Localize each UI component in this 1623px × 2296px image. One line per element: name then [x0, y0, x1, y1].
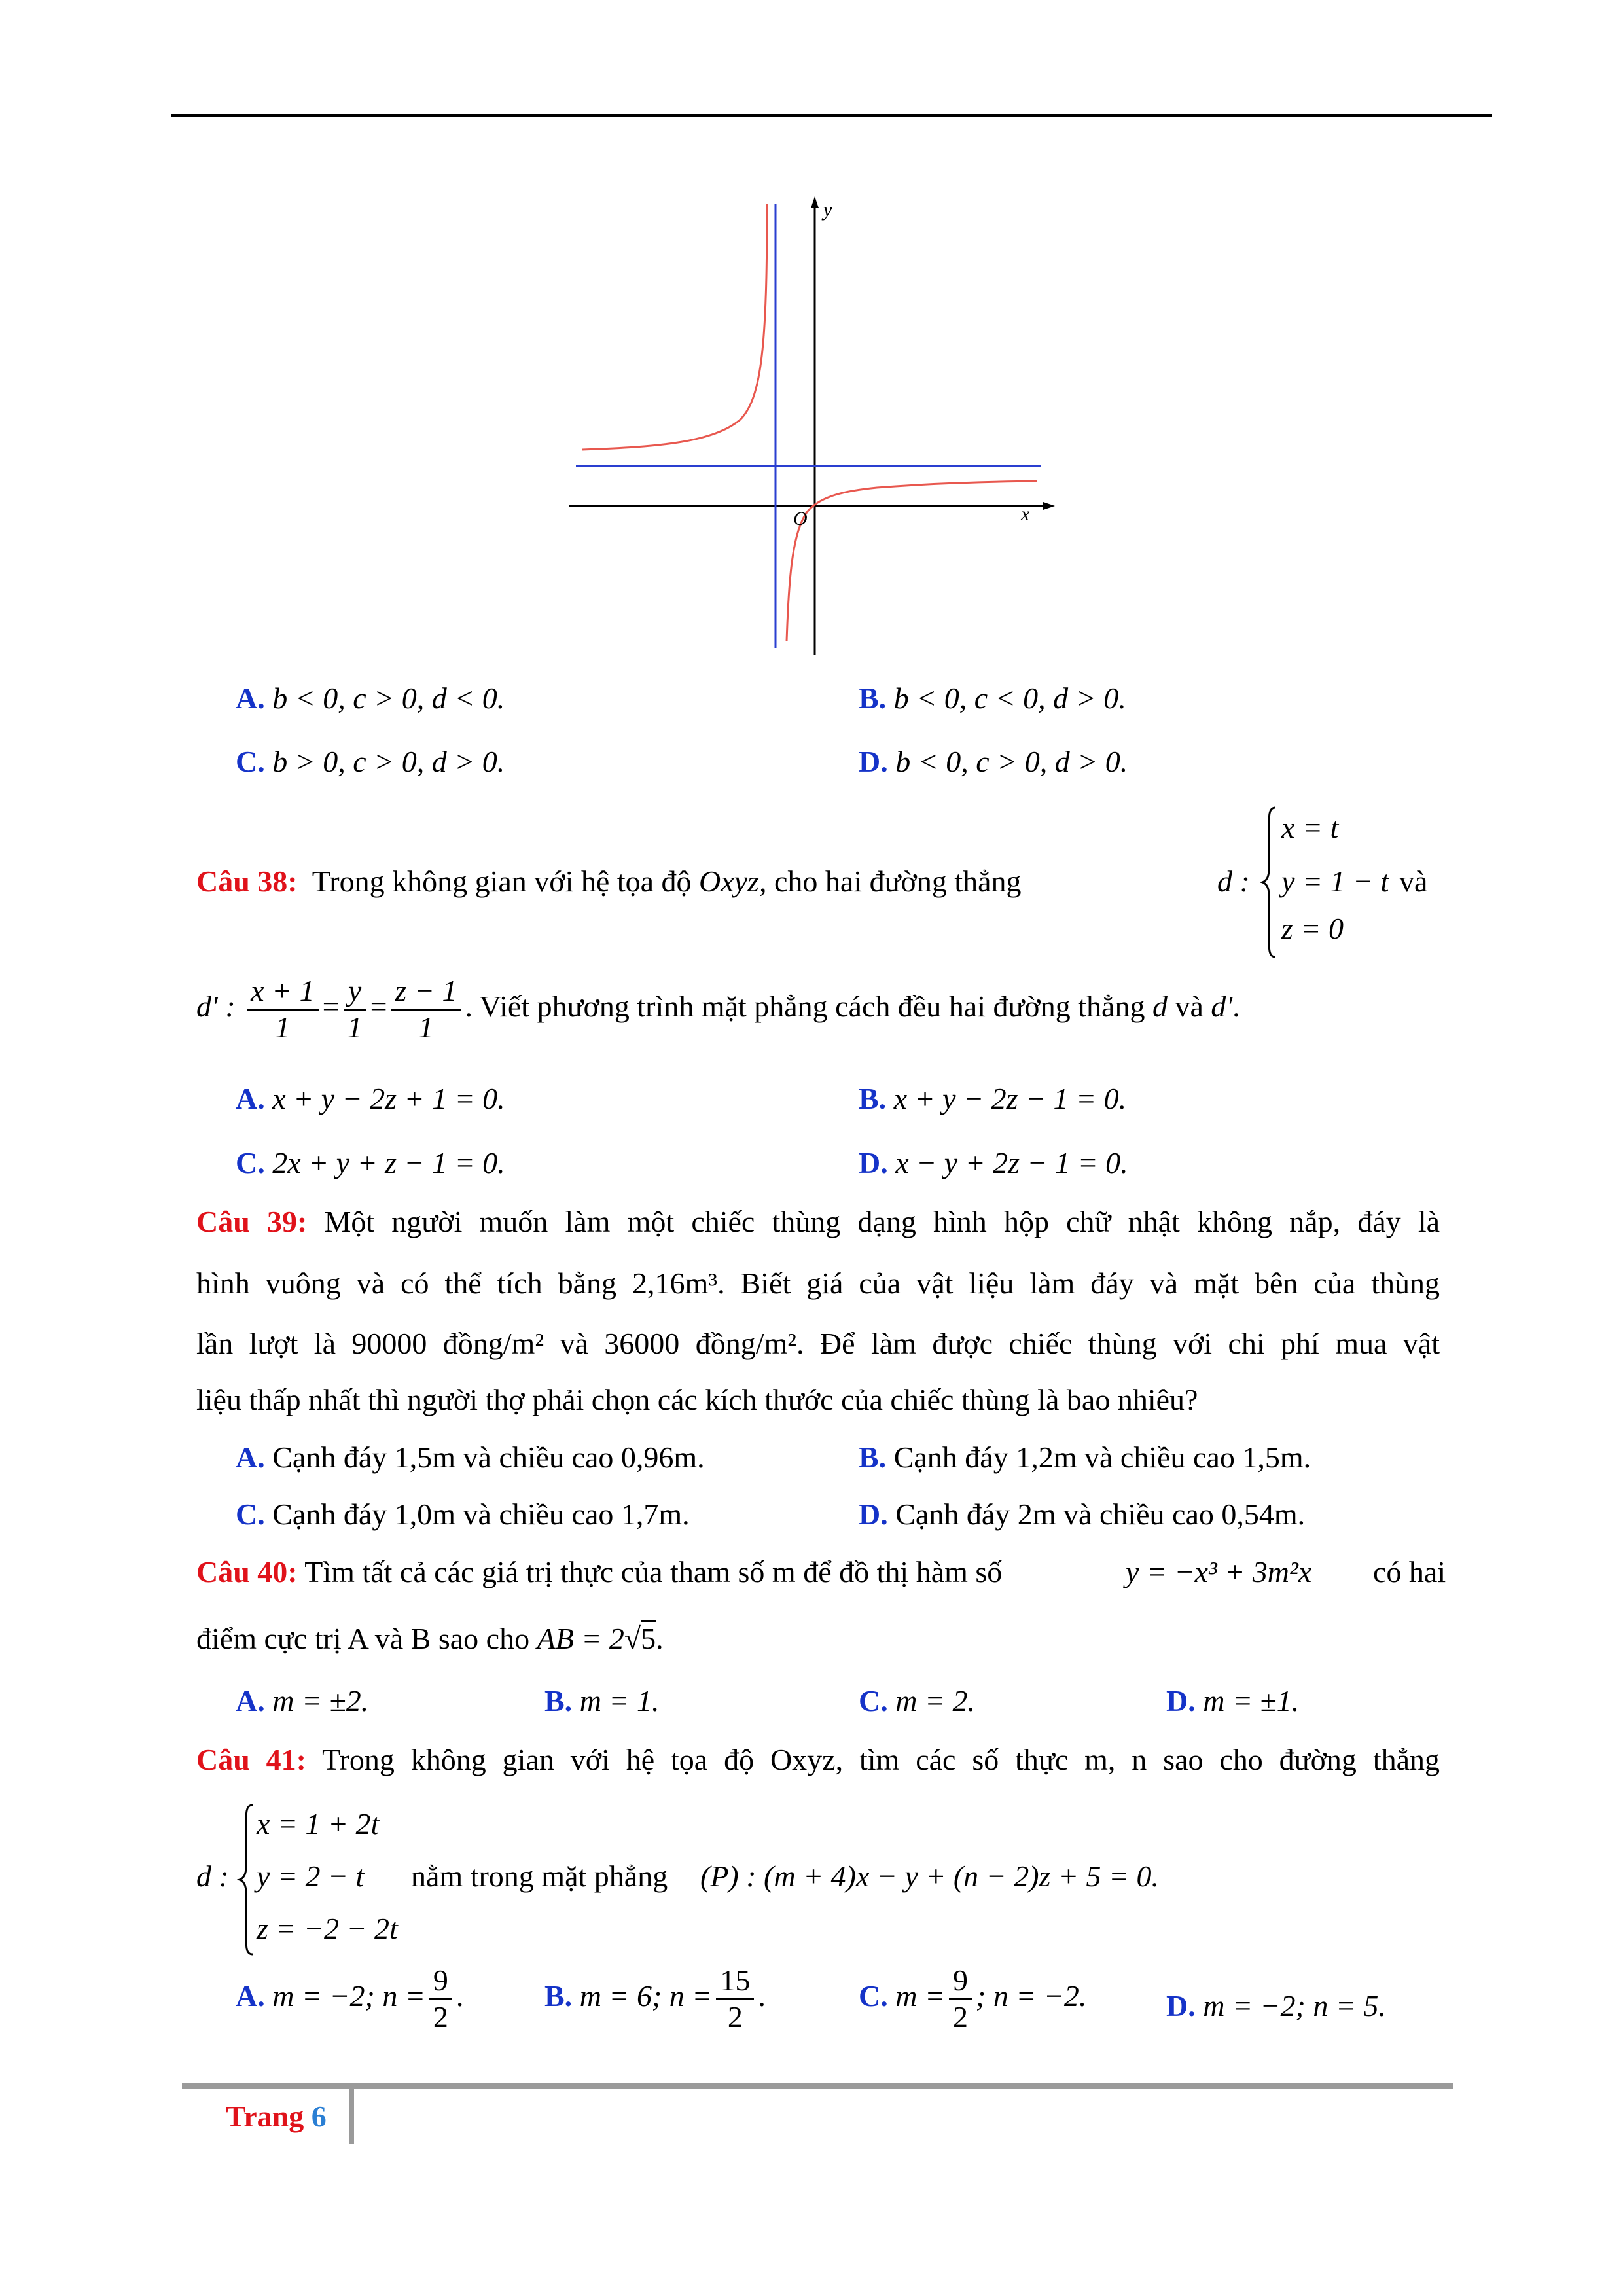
q41-line1: Câu 41: Trong không gian với hệ tọa độ Oxyz, tìm các số thực m, n sao cho đường thẳng [196, 1743, 1440, 1776]
q39-line1: Câu 39: Một người muốn làm một chiếc thùng dạng hình hộp chữ nhật không nắp, đáy là [196, 1205, 1440, 1238]
q38-option-a[interactable]: A. x + y − 2z + 1 = 0. [236, 1082, 505, 1115]
q38-label: Câu 38: [196, 865, 298, 898]
q41-option-b[interactable]: B. m = 6; n = $\frac{15}{2}$ . [544, 1964, 766, 2034]
q41-option-d[interactable]: D. m = −2; n = 5. [1166, 1989, 1386, 2022]
q40-option-c[interactable]: C. m = 2. [859, 1684, 975, 1717]
q41-text2: nằm trong mặt phẳng [411, 1859, 668, 1893]
q38-sys-2: y = 1 − t [1281, 865, 1389, 898]
q38-frac-x: $\frac{x + 1}{1}$ [247, 974, 318, 1045]
q37-option-c[interactable]: C. b > 0, c > 0, d > 0. [236, 745, 505, 778]
q39-option-d[interactable]: D. Cạnh đáy 2m và chiều cao 0,54m. [859, 1498, 1306, 1531]
q39-line4: liệu thấp nhất thì người thợ phải chọn các kích thước của chiếc thùng là bao nhiêu? [196, 1383, 1198, 1416]
q38-option-c[interactable]: C. 2x + y + z − 1 = 0. [236, 1146, 505, 1179]
q41-plane: (P) : (m + 4)x − y + (n − 2)z + 5 = 0. [700, 1859, 1160, 1893]
q38-va: và [1399, 865, 1428, 898]
q39-option-c[interactable]: C. Cạnh đáy 1,0m và chiều cao 1,7m. [236, 1498, 690, 1531]
q40-line1-end: có hai [1373, 1555, 1446, 1588]
q41-label: Câu 41: [196, 1743, 307, 1776]
sqrt-symbol: √ [624, 1622, 641, 1655]
q41-sys-3: z = −2 − 2t [257, 1912, 398, 1945]
q38-line1: Câu 38: Trong không gian với hệ tọa độ Oxyz, cho hai đường thẳng [196, 865, 1022, 898]
q41-option-a[interactable]: A. m = −2; n = $\frac{9}{2}$ . [236, 1964, 464, 2034]
footer-page-number: Trang 6 [226, 2100, 327, 2133]
q41-sys-2: y = 2 − t [257, 1859, 365, 1893]
q40-line2: điểm cực trị A và B sao cho AB = 2√5. [196, 1620, 664, 1658]
q37-option-a[interactable]: A. b < 0, c > 0, d < 0. [236, 681, 505, 715]
q39-line2: hình vuông và có thể tích bằng 2,16m³. Biết giá của vật liệu làm đáy và mặt bên của thùng [196, 1266, 1440, 1300]
q39-option-a[interactable]: A. Cạnh đáy 1,5m và chiều cao 0,96m. [236, 1441, 705, 1474]
q38-option-d[interactable]: D. x − y + 2z − 1 = 0. [859, 1146, 1128, 1179]
q38-frac-z: $\frac{z - 1}{1}$ [391, 974, 461, 1045]
q37-option-d[interactable]: D. b < 0, c > 0, d > 0. [859, 745, 1128, 778]
q39-label: Câu 39: [196, 1205, 308, 1238]
q38-line2: d' : $\frac{x + 1}{1}$ = $\frac{y}{1}$ = $\frac{z - 1}{1}$ . Viết phương trình mặt phẳng cách đều hai đường thẳng d và d'. [196, 974, 1240, 1044]
q38-frac-y: $\frac{y}{1}$ [344, 974, 366, 1045]
q38-sys-1: x = t [1281, 811, 1339, 844]
function-graph [563, 190, 1060, 661]
q40-option-a[interactable]: A. m = ±2. [236, 1684, 369, 1717]
q38-sys-3: z = 0 [1281, 912, 1344, 945]
q40-option-b[interactable]: B. m = 1. [544, 1684, 660, 1717]
footer-rule [182, 2083, 1453, 2089]
origin-label: O [793, 508, 808, 529]
q39-option-b[interactable]: B. Cạnh đáy 1,2m và chiều cao 1,5m. [859, 1441, 1311, 1474]
q41-option-c[interactable]: C. m = $\frac{9}{2}$ ; n = −2. [859, 1964, 1087, 2034]
q39-line3: lần lượt là 90000 đồng/m² và 36000 đồng/m². Để làm được chiếc thùng với chi phí mua vật [196, 1327, 1440, 1360]
q38-option-b[interactable]: B. x + y − 2z − 1 = 0. [859, 1082, 1127, 1115]
x-axis-label: x [1021, 503, 1030, 525]
x-axis-arrow [1043, 502, 1055, 510]
q40-label: Câu 40: [196, 1555, 298, 1588]
q38-system-brace [1260, 804, 1279, 961]
y-axis-label: y [823, 199, 832, 221]
q41-d-label: d : [196, 1859, 229, 1893]
q40-function: y = −x³ + 3m²x [1126, 1555, 1312, 1588]
q37-option-b[interactable]: B. b < 0, c < 0, d > 0. [859, 681, 1126, 715]
y-axis-arrow [811, 196, 819, 208]
q40-option-d[interactable]: D. m = ±1. [1166, 1684, 1300, 1717]
q38-d-label: d : [1217, 865, 1250, 898]
q41-system-brace [237, 1801, 257, 1958]
header-rule [171, 114, 1492, 117]
footer-divider [349, 2089, 354, 2144]
curve-left-branch [582, 204, 767, 450]
q40-line1: Câu 40: Tìm tất cả các giá trị thực của tham số m để đồ thị hàm số [196, 1555, 1003, 1588]
q41-sys-1: x = 1 + 2t [257, 1807, 380, 1840]
